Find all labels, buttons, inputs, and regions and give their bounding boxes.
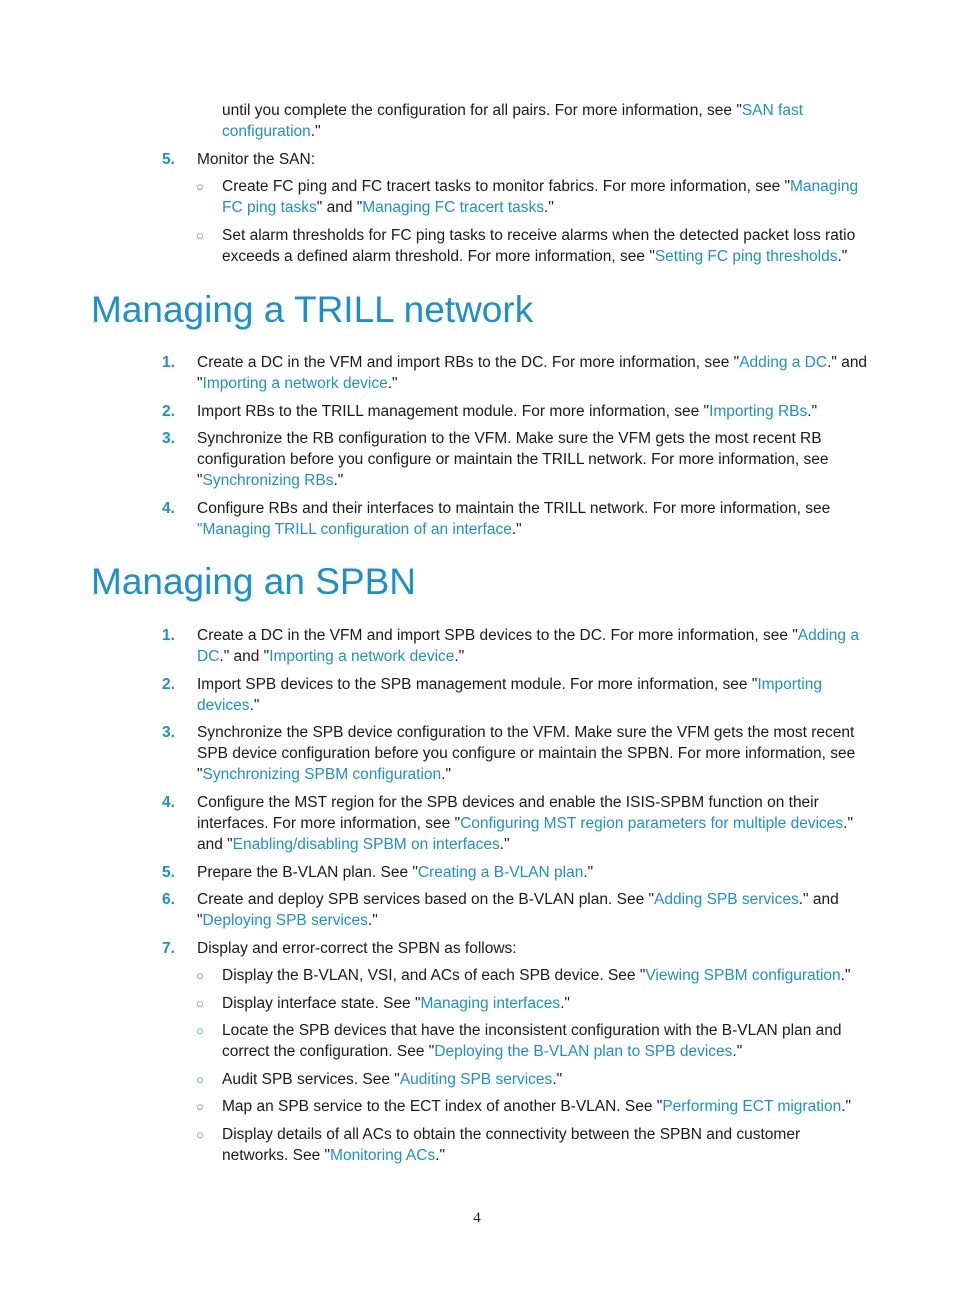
- text: until you complete the configuration for all pairs. For more information, see ": [222, 102, 742, 119]
- bullet-icon: ○: [196, 179, 204, 194]
- link-importing-a-network-device[interactable]: Importing a network device: [269, 648, 455, 665]
- bullet-icon: ○: [196, 1099, 204, 1114]
- text: .": [435, 1147, 445, 1164]
- step-number: 2.: [162, 676, 175, 693]
- spbn-step: Display and error-correct the SPBN as follows:: [197, 940, 517, 957]
- link-managing-fc-tracert-tasks[interactable]: Managing FC tracert tasks: [362, 199, 545, 216]
- bullet-item: [222, 1020, 869, 1062]
- link-importing-a-network-device[interactable]: Importing a network device: [202, 375, 388, 392]
- step-number: 6.: [162, 891, 175, 908]
- link-synchronizing-rbs[interactable]: Synchronizing RBs: [202, 472, 334, 489]
- spbn-step: [197, 792, 869, 855]
- spbn-step: [197, 862, 869, 883]
- bullet-item: [222, 965, 869, 986]
- step-number: 4.: [162, 500, 175, 517]
- link-managing-interfaces[interactable]: Managing interfaces: [420, 995, 561, 1012]
- trill-step: [197, 428, 869, 491]
- link-configuring-mst-region[interactable]: Configuring MST region parameters for multiple devices: [460, 815, 844, 832]
- text: .": [560, 995, 570, 1012]
- bullet-item: [222, 225, 869, 267]
- spbn-step: [197, 625, 869, 667]
- bullet-item: [222, 993, 869, 1014]
- step-number: 3.: [162, 430, 175, 447]
- text: " and ": [316, 199, 363, 216]
- text: .": [310, 123, 321, 140]
- link-enabling-disabling-spbm[interactable]: Enabling/disabling SPBM on interfaces: [232, 836, 500, 853]
- step-number: 4.: [162, 794, 175, 811]
- step-number: 2.: [162, 403, 175, 420]
- text: .": [333, 472, 344, 489]
- text: Set alarm thresholds for FC ping tasks to receive alarms when the detected packet loss ratio exceeds a defined alarm threshold. For more information, see ": [222, 227, 856, 265]
- link-adding-spb-services[interactable]: Adding SPB services: [654, 891, 799, 908]
- text: Configure the MST region for the SPB devices and enable the ISIS-SPBM function on their interfaces. For more information, see ": [197, 794, 819, 832]
- text: .": [841, 1098, 852, 1115]
- text: .": [840, 967, 851, 984]
- spbn-step: [197, 674, 869, 716]
- text: Create FC ping and FC tracert tasks to monitor fabrics. For more information, see ": [222, 178, 791, 195]
- link-synchronizing-spbm-configuration[interactable]: Synchronizing SPBM configuration: [202, 766, 442, 783]
- bullet-item: [222, 1096, 869, 1117]
- section-heading-spbn: Managing an SPBN: [91, 561, 416, 602]
- text: .": [249, 697, 260, 714]
- text: ." and ": [197, 815, 853, 853]
- page-number: 4: [473, 1210, 481, 1226]
- text: .": [552, 1071, 563, 1088]
- step-text: Monitor the SAN:: [197, 151, 316, 168]
- text: Audit SPB services. See ": [222, 1071, 400, 1088]
- text: Display interface state. See ": [222, 995, 421, 1012]
- text: Map an SPB service to the ECT index of another B-VLAN. See ": [222, 1098, 663, 1115]
- step-number: 5.: [162, 864, 175, 881]
- continuation-paragraph: [222, 100, 869, 142]
- text: Display details of all ACs to obtain the connectivity between the SPBN and customer networks. See ": [222, 1126, 801, 1164]
- text: Synchronize the RB configuration to the VFM. Make sure the VFM gets the most recent RB configuration before you configure or maintain the TRILL network. For more information, see ": [197, 430, 829, 489]
- text: Import RBs to the TRILL management module. For more information, see ": [197, 403, 710, 420]
- bullet-item: [222, 1069, 869, 1090]
- trill-step: [197, 401, 869, 422]
- bullet-icon: ○: [196, 228, 204, 243]
- text: Create a DC in the VFM and import SPB devices to the DC. For more information, see ": [197, 627, 798, 644]
- trill-step: [197, 352, 869, 394]
- bullet-item: [222, 176, 869, 218]
- spbn-step: [197, 889, 869, 931]
- text: Locate the SPB devices that have the inconsistent configuration with the B-VLAN plan and correct the configuration. See ": [222, 1022, 842, 1060]
- text: Prepare the B-VLAN plan. See ": [197, 864, 418, 881]
- link-viewing-spbm-configuration[interactable]: Viewing SPBM configuration: [645, 967, 841, 984]
- text: .": [441, 766, 451, 783]
- link-managing-trill-configuration[interactable]: "Managing TRILL configuration of an interface: [197, 521, 512, 538]
- text: .": [387, 375, 398, 392]
- bullet-icon: ○: [196, 1072, 204, 1087]
- link-auditing-spb-services[interactable]: Auditing SPB services: [399, 1071, 553, 1088]
- text: ." and ": [197, 891, 839, 929]
- text: Configure RBs and their interfaces to maintain the TRILL network. For more information, see: [197, 500, 831, 517]
- link-san-fast-configuration[interactable]: SAN fast configuration: [222, 102, 804, 140]
- step-number: 5.: [162, 151, 175, 168]
- section-heading-trill: Managing a TRILL network: [91, 289, 534, 330]
- link-deploying-spb-services[interactable]: Deploying SPB services: [202, 912, 368, 929]
- text: Import SPB devices to the SPB management module. For more information, see ": [197, 676, 758, 693]
- step-number: 1.: [162, 354, 175, 371]
- bullet-item: [222, 1124, 869, 1166]
- step-number: 7.: [162, 940, 175, 957]
- text: .": [499, 836, 510, 853]
- bullet-icon: ○: [196, 1023, 204, 1038]
- trill-step: [197, 498, 869, 540]
- text: Create a DC in the VFM and import RBs to the DC. For more information, see ": [197, 354, 740, 371]
- text: .": [807, 403, 818, 420]
- link-adding-a-dc[interactable]: Adding a DC: [739, 354, 828, 371]
- link-performing-ect-migration[interactable]: Performing ECT migration: [662, 1098, 842, 1115]
- text: .": [837, 248, 848, 265]
- spbn-step: [197, 722, 869, 785]
- step-number: 1.: [162, 627, 175, 644]
- text: Synchronize the SPB device configuration to the VFM. Make sure the VFM gets the most recent SPB device configuration before you configure or maintain the SPBN. For more information, see ": [197, 724, 856, 783]
- text: .": [511, 521, 522, 538]
- link-adding-a-dc[interactable]: Adding a DC: [197, 627, 859, 665]
- bullet-icon: ○: [196, 968, 204, 983]
- link-importing-rbs[interactable]: Importing RBs: [709, 403, 808, 420]
- link-deploying-bvlan-plan[interactable]: Deploying the B-VLAN plan to SPB devices: [434, 1043, 733, 1060]
- link-setting-fc-ping-thresholds[interactable]: Setting FC ping thresholds: [654, 248, 838, 265]
- link-monitoring-acs[interactable]: Monitoring ACs: [330, 1147, 436, 1164]
- link-creating-a-bvlan-plan[interactable]: Creating a B-VLAN plan: [417, 864, 584, 881]
- text: .": [454, 648, 465, 665]
- text: .": [367, 912, 378, 929]
- bullet-icon: ○: [196, 1127, 204, 1142]
- text: .": [732, 1043, 743, 1060]
- text: ." and ": [219, 648, 270, 665]
- bullet-icon: ○: [196, 996, 204, 1011]
- text: .": [583, 864, 594, 881]
- step-number: 3.: [162, 724, 175, 741]
- text: Display the B-VLAN, VSI, and ACs of each SPB device. See ": [222, 967, 646, 984]
- text: Create and deploy SPB services based on the B-VLAN plan. See ": [197, 891, 654, 908]
- link-managing-fc-ping-tasks[interactable]: Managing FC ping tasks: [222, 178, 859, 216]
- text: ." and ": [197, 354, 868, 392]
- link-importing-devices[interactable]: Importing devices: [197, 676, 822, 714]
- text: .": [544, 199, 554, 216]
